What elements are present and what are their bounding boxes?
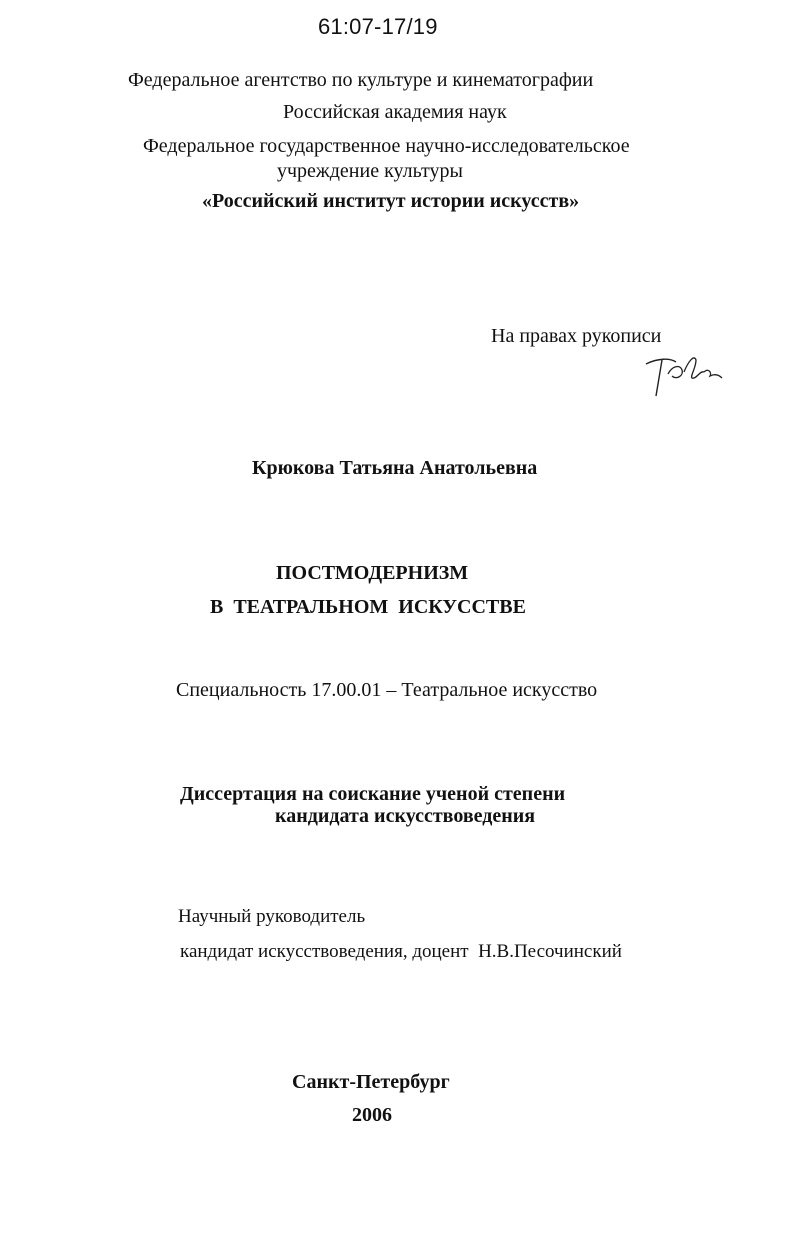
archive-code: 61:07-17/19 <box>318 14 438 39</box>
org-line-agency: Федеральное агентство по культуре и кинематографии <box>128 69 594 91</box>
title-line-1: ПОСТМОДЕРНИЗМ <box>276 562 469 584</box>
author-name: Крюкова Татьяна Анатольевна <box>252 457 538 479</box>
publication-city: Санкт-Петербург <box>292 1071 450 1093</box>
org-line-culture-institution: учреждение культуры <box>277 160 463 182</box>
supervisor-label: Научный руководитель <box>178 906 366 927</box>
specialty-line: Специальность 17.00.01 – Театральное искусство <box>176 679 598 701</box>
org-line-federal-institution: Федеральное государственное научно-исследовательское <box>143 135 630 157</box>
handwritten-signature <box>640 350 730 400</box>
manuscript-rights-label: На правах рукописи <box>491 325 662 347</box>
org-line-institute-name: «Российский институт истории искусств» <box>202 190 580 212</box>
publication-year: 2006 <box>352 1104 392 1126</box>
supervisor-details: кандидат искусствоведения, доцент Н.В.Песочинский <box>180 941 622 962</box>
title-line-2: В ТЕАТРАЛЬНОМ ИСКУССТВЕ <box>210 596 526 618</box>
dissertation-line-1: Диссертация на соискание ученой степени <box>180 783 566 805</box>
dissertation-line-2: кандидата искусствоведения <box>275 805 536 827</box>
org-line-academy: Российская академия наук <box>283 101 507 123</box>
